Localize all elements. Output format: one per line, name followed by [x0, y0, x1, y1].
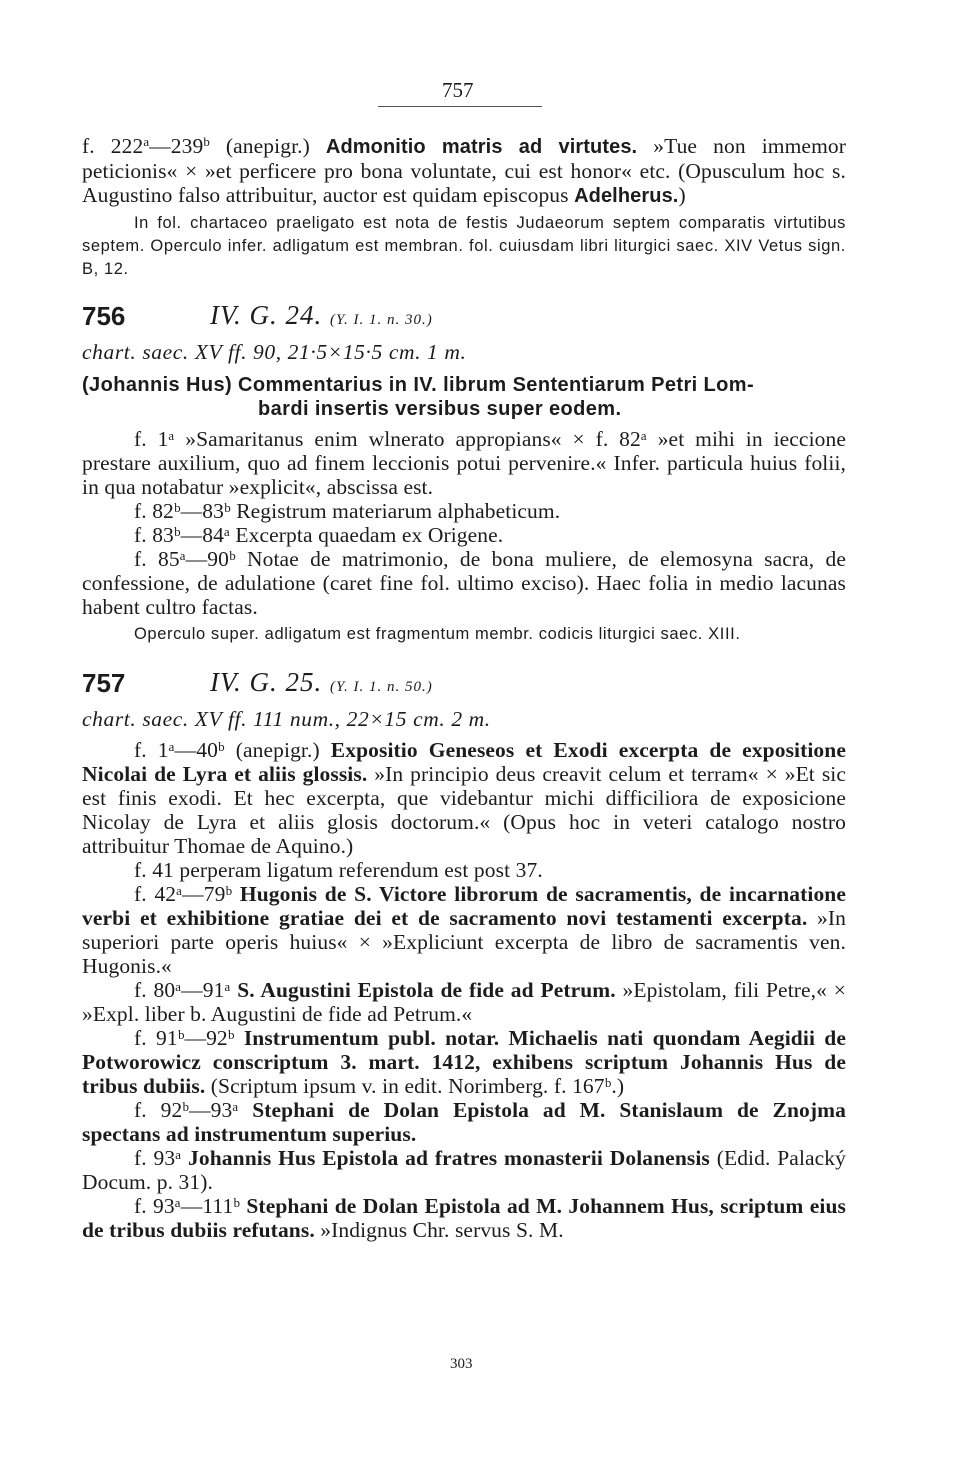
folio-ref: f. 91ᵇ—92ᵇ — [134, 1026, 244, 1050]
content-paragraph: f. 85ᵃ—90ᵇ Notae de matrimonio, de bona muliere, de elemosyna sacra, de confessione, de adulatione (caret fine fol. ultimo exciso). Haec folia in medio lacunas habent cultro factas. — [82, 547, 846, 619]
folio-sup: a — [143, 134, 150, 149]
content-paragraph — [82, 1026, 846, 1098]
work-title: Stephani de Dolan Epistola ad M. Johannem Hus, scriptum eius de tribus dubiis refutans. — [82, 1194, 846, 1242]
content-paragraph — [82, 738, 846, 858]
content-paragraph: f. 82ᵇ—83ᵇ Registrum materiarum alphabeticum. — [134, 499, 561, 523]
binding-note: Operculo super. adligatum est fragmentum membr. codicis liturgici saec. XIII. — [134, 625, 741, 643]
content-paragraph: f. 41 perperam ligatum referendum est post 37. — [134, 858, 543, 882]
sheet-number: 303 — [450, 1356, 473, 1372]
folio-sup: b — [203, 134, 210, 149]
incipit-text: (Scriptum ipsum v. in edit. Norimberg. f. 167ᵇ.) — [205, 1074, 625, 1098]
incipit-text: »In superiori parte operis huius« × »Expliciunt excerpta de libro de sacramentis ven. Hugonis.« — [82, 906, 846, 978]
intro-paragraph — [82, 134, 846, 208]
header-rule — [378, 106, 542, 107]
work-title: Stephani de Dolan Epistola ad M. Stanislaum de Znojma spectans ad instrumentum superius. — [82, 1098, 847, 1146]
old-signature: (Y. I. 1. n. 30.) — [330, 312, 433, 328]
entry-number: 756 — [82, 301, 126, 331]
incipit-text: »Indignus Chr. servus S. M. — [314, 1218, 564, 1242]
work-title: Hugonis de S. Victore librorum de sacramentis, de incarnatione verbi et exhibitione gratiae dei et de sacramento novi testamenti excerpta. — [82, 882, 847, 930]
title-line: bardi insertis versibus super eodem. — [258, 398, 622, 420]
content-paragraph — [82, 882, 846, 978]
title-line: (Johannis Hus) Commentarius in IV. librum Sententiarum Petri Lom- — [82, 374, 755, 396]
anepigr-note: (anepigr.) — [209, 134, 326, 158]
content-paragraph: f. 83ᵇ—84ᵃ Excerpta quaedam ex Origene. — [134, 523, 504, 547]
folio-ref: f. 92ᵇ—93ᵃ — [134, 1098, 253, 1122]
work-title: S. Augustini Epistola de fide ad Petrum. — [237, 978, 616, 1002]
work-title: Instrumentum publ. notar. Michaelis nati quondam Aegidii de Potworowicz conscriptum 3. mart. 1412, exhibens scriptum Johannis Hus de tribus dubiis. — [82, 1026, 846, 1098]
incipit-text: (Edid. Palacký Docum. p. 31). — [82, 1146, 847, 1194]
content-paragraph: f. 1ᵃ »Samaritanus enim wlnerato appropians« × f. 82ᵃ »et mihi in ieccione prestare auxilium, quo ad finem leccionis potui pervenire.« Infer. particula huius folii, in qua notabatur »explicit«, abscissa est. — [82, 427, 846, 499]
folio-ref: f. 93ᵃ—111ᵇ — [134, 1194, 247, 1218]
content-paragraph — [82, 1194, 846, 1242]
author-name: Adelherus. — [574, 185, 679, 207]
folio-ref: f. 1ᵃ—40ᵇ (anepigr.) — [134, 738, 331, 762]
old-signature: (Y. I. 1. n. 50.) — [330, 679, 433, 695]
content-paragraph — [82, 1098, 846, 1146]
entry-number: 757 — [82, 668, 126, 698]
work-title: Admonitio matris ad virtutes. — [325, 136, 638, 158]
closing-paren: ) — [678, 183, 686, 207]
intro-note: In fol. chartaceo praeligato est nota de festis Judaeorum septem comparatis virtutibus septem. Operculo infer. adligatum est membran. fol. cuiusdam libri liturgici saec. XIV Vetus sign. B, 12. — [82, 214, 846, 278]
catalog-content — [82, 134, 846, 1242]
physical-description: chart. saec. XV ff. 111 num., 22×15 cm. 2 m. — [82, 707, 491, 731]
content-paragraph — [82, 978, 846, 1026]
entry-756-title — [82, 373, 846, 421]
folio-ref: —239 — [149, 134, 204, 158]
folio-ref: f. 222 — [82, 134, 144, 158]
folio-ref: f. 42ᵃ—79ᵇ — [134, 882, 240, 906]
signature-text: IV. G. 24. — [210, 300, 323, 330]
entry-756-header — [82, 295, 846, 339]
shelf-signature — [210, 299, 433, 336]
work-title: Johannis Hus Epistola ad fratres monasterii Dolanensis — [188, 1146, 710, 1170]
folio-ref: f. 93ᵃ — [134, 1146, 189, 1170]
physical-description: chart. saec. XV ff. 90, 21·5×15·5 cm. 1 m. — [82, 340, 467, 364]
page-number: 757 — [442, 78, 474, 102]
work-title: Expositio Geneseos et Exodi excerpta de expositione Nicolai de Lyra et aliis glossis. — [82, 738, 846, 786]
entry-757-header — [82, 662, 846, 706]
shelf-signature — [210, 666, 433, 703]
incipit-text: »Epistolam, fili Petre,« × »Expl. liber b. Augustini de fide ad Petrum.« — [82, 978, 846, 1026]
incipit-text: »Tue non immemor peticionis« × »et perficere pro bona voluntate, cui est honor« etc. (Opusculum hoc s. Augustino falso attribuitur, auctor est quidam episcopus — [82, 134, 846, 207]
incipit-text: »In principio deus creavit celum et terram« × »Et sic est finis exodi. Et hec excerpta, que videbantur michi difficiliora de exposicione Nicolay de Lyra et aliis glosis doctorum.« (Opus hoc in veteri catalogo nostro attribuitur Thomae de Aquino.) — [82, 762, 847, 858]
folio-ref: f. 80ᵃ—91ᵃ — [134, 978, 238, 1002]
signature-text: IV. G. 25. — [210, 667, 323, 697]
content-paragraph — [82, 1146, 846, 1194]
